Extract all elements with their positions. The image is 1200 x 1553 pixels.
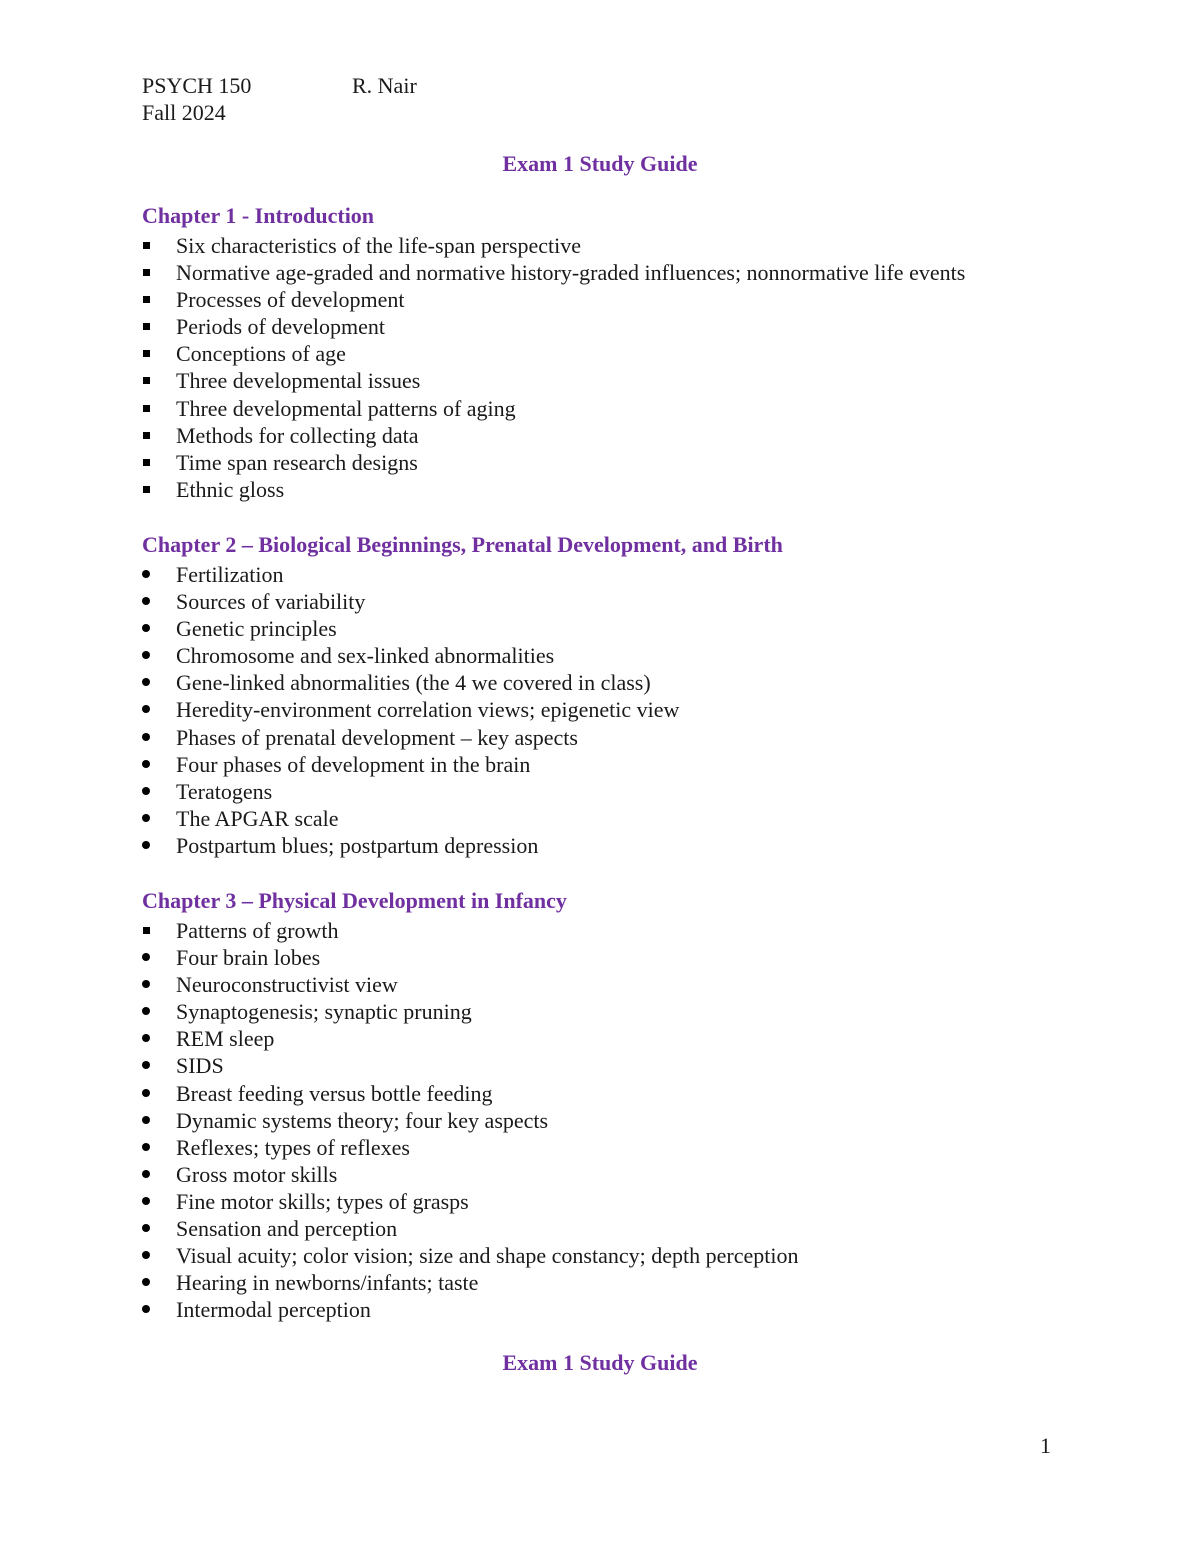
list-item-text: SIDS bbox=[176, 1053, 224, 1079]
list-item-text: Gene-linked abnormalities (the 4 we covered in class) bbox=[176, 670, 651, 696]
list-item bbox=[142, 917, 1142, 944]
square-bullet-icon bbox=[142, 367, 154, 394]
list-item bbox=[142, 286, 1142, 313]
disc-bullet-icon bbox=[142, 751, 154, 778]
list-item-text: Sources of variability bbox=[176, 589, 366, 615]
square-bullet-icon bbox=[142, 232, 154, 259]
list-item-text: Patterns of growth bbox=[176, 918, 339, 943]
disc-bullet-icon bbox=[142, 1107, 154, 1134]
list-item bbox=[142, 476, 1142, 503]
list-item-text: Heredity-environment correlation views; epigenetic view bbox=[176, 697, 680, 723]
list-item-text: Reflexes; types of reflexes bbox=[176, 1134, 410, 1160]
list-item-text: Processes of development bbox=[176, 287, 405, 313]
disc-bullet-icon bbox=[142, 1080, 154, 1107]
list-item-text: Intermodal perception bbox=[176, 1297, 371, 1323]
term: Fall 2024 bbox=[142, 100, 226, 125]
disc-bullet-icon bbox=[142, 1188, 154, 1215]
list-item-text: Four phases of development in the brain bbox=[176, 751, 531, 777]
square-bullet-icon bbox=[142, 422, 154, 449]
chapter-2-section bbox=[142, 529, 1142, 859]
disc-bullet-icon bbox=[142, 561, 154, 588]
disc-bullet-icon bbox=[142, 1242, 154, 1269]
list-item bbox=[142, 971, 1142, 998]
list-item-text: Three developmental patterns of aging bbox=[176, 395, 516, 421]
chapter-heading: Chapter 3 – Physical Development in Infancy bbox=[142, 888, 567, 913]
list-item-text: Sensation and perception bbox=[176, 1216, 398, 1242]
disc-bullet-icon bbox=[142, 696, 154, 723]
page-title: Exam 1 Study Guide bbox=[502, 151, 698, 176]
list-item bbox=[142, 1134, 1142, 1161]
disc-bullet-icon bbox=[142, 778, 154, 805]
list-item bbox=[142, 669, 1142, 696]
disc-bullet-icon bbox=[142, 669, 154, 696]
list-item-text: The APGAR scale bbox=[176, 805, 339, 831]
square-bullet-icon bbox=[142, 476, 154, 503]
list-item-text: Normative age-graded and normative history-graded influences; nonnormative life events bbox=[176, 260, 966, 286]
disc-bullet-icon bbox=[142, 1025, 154, 1052]
disc-bullet-icon bbox=[142, 1134, 154, 1161]
disc-bullet-icon bbox=[142, 1215, 154, 1242]
disc-bullet-icon bbox=[142, 1296, 154, 1323]
list-item-text: Synaptogenesis; synaptic pruning bbox=[176, 999, 472, 1025]
list-item-text: Methods for collecting data bbox=[176, 422, 419, 448]
list-item bbox=[142, 340, 1142, 367]
list-item bbox=[142, 232, 1142, 259]
list-item bbox=[142, 1025, 1142, 1052]
list-item-text: Dynamic systems theory; four key aspects bbox=[176, 1107, 549, 1133]
list-item bbox=[142, 805, 1142, 832]
list-item-text: Time span research designs bbox=[176, 449, 418, 475]
disc-bullet-icon bbox=[142, 971, 154, 998]
list-item bbox=[142, 832, 1142, 859]
list-item bbox=[142, 751, 1142, 778]
list-item bbox=[142, 1215, 1142, 1242]
list-item-text: Neuroconstructivist view bbox=[176, 972, 398, 998]
square-bullet-icon bbox=[142, 313, 154, 340]
list-item-text: Postpartum blues; postpartum depression bbox=[176, 832, 539, 858]
disc-bullet-icon bbox=[142, 642, 154, 669]
chapter-1-topic-list bbox=[142, 232, 1142, 503]
square-bullet-icon bbox=[142, 340, 154, 367]
list-item bbox=[142, 395, 1142, 422]
list-item bbox=[142, 1161, 1142, 1188]
square-bullet-icon bbox=[142, 286, 154, 313]
list-item bbox=[142, 642, 1142, 669]
list-item-text: Periods of development bbox=[176, 314, 385, 340]
list-item-text: Gross motor skills bbox=[176, 1161, 338, 1187]
list-item-text: Teratogens bbox=[176, 778, 273, 804]
list-item bbox=[142, 1188, 1142, 1215]
disc-bullet-icon bbox=[142, 1269, 154, 1296]
list-item-text: Genetic principles bbox=[176, 616, 337, 642]
list-item-text: Three developmental issues bbox=[176, 368, 421, 394]
list-item-text: REM sleep bbox=[176, 1026, 275, 1052]
disc-bullet-icon bbox=[142, 944, 154, 971]
list-item bbox=[142, 1296, 1142, 1323]
list-item bbox=[142, 696, 1142, 723]
disc-bullet-icon bbox=[142, 998, 154, 1025]
chapter-1-section bbox=[142, 200, 1142, 503]
list-item-text: Conceptions of age bbox=[176, 341, 346, 367]
list-item bbox=[142, 998, 1142, 1025]
list-item-text: Visual acuity; color vision; size and shape constancy; depth perception bbox=[176, 1243, 799, 1269]
square-bullet-icon bbox=[142, 259, 154, 286]
list-item-text: Hearing in newborns/infants; taste bbox=[176, 1270, 479, 1296]
instructor-name: R. Nair bbox=[352, 73, 417, 98]
list-item bbox=[142, 449, 1142, 476]
list-item bbox=[142, 422, 1142, 449]
chapter-heading: Chapter 1 - Introduction bbox=[142, 203, 375, 228]
chapter-3-section bbox=[142, 885, 1142, 1323]
list-item bbox=[142, 1242, 1142, 1269]
page-number: 1 bbox=[1040, 1433, 1051, 1458]
chapter-2-topic-list bbox=[142, 561, 1142, 859]
list-item-text: Fine motor skills; types of grasps bbox=[176, 1188, 469, 1214]
list-item-text: Six characteristics of the life-span perspective bbox=[176, 233, 582, 258]
list-item bbox=[142, 1107, 1142, 1134]
list-item-text: Fertilization bbox=[176, 562, 284, 587]
chapter-3-topic-list bbox=[142, 917, 1142, 1323]
list-item-text: Chromosome and sex-linked abnormalities bbox=[176, 643, 555, 669]
course-code: PSYCH 150 bbox=[142, 73, 252, 98]
disc-bullet-icon bbox=[142, 724, 154, 751]
disc-bullet-icon bbox=[142, 615, 154, 642]
disc-bullet-icon bbox=[142, 805, 154, 832]
square-bullet-icon bbox=[142, 917, 154, 944]
square-bullet-icon bbox=[142, 449, 154, 476]
list-item bbox=[142, 313, 1142, 340]
footer-title: Exam 1 Study Guide bbox=[502, 1350, 698, 1375]
list-item bbox=[142, 944, 1142, 971]
list-item-text: Four brain lobes bbox=[176, 945, 321, 971]
list-item-text: Breast feeding versus bottle feeding bbox=[176, 1080, 493, 1106]
list-item bbox=[142, 259, 1142, 286]
disc-bullet-icon bbox=[142, 1052, 154, 1079]
list-item-text: Phases of prenatal development – key aspects bbox=[176, 724, 578, 750]
list-item bbox=[142, 561, 1142, 588]
disc-bullet-icon bbox=[142, 588, 154, 615]
square-bullet-icon bbox=[142, 395, 154, 422]
list-item bbox=[142, 367, 1142, 394]
list-item-text: Ethnic gloss bbox=[176, 476, 285, 502]
list-item bbox=[142, 778, 1142, 805]
list-item bbox=[142, 724, 1142, 751]
disc-bullet-icon bbox=[142, 1161, 154, 1188]
list-item bbox=[142, 1269, 1142, 1296]
list-item bbox=[142, 615, 1142, 642]
list-item bbox=[142, 588, 1142, 615]
disc-bullet-icon bbox=[142, 832, 154, 859]
list-item bbox=[142, 1052, 1142, 1079]
chapter-heading: Chapter 2 – Biological Beginnings, Prenatal Development, and Birth bbox=[142, 532, 783, 557]
list-item bbox=[142, 1080, 1142, 1107]
